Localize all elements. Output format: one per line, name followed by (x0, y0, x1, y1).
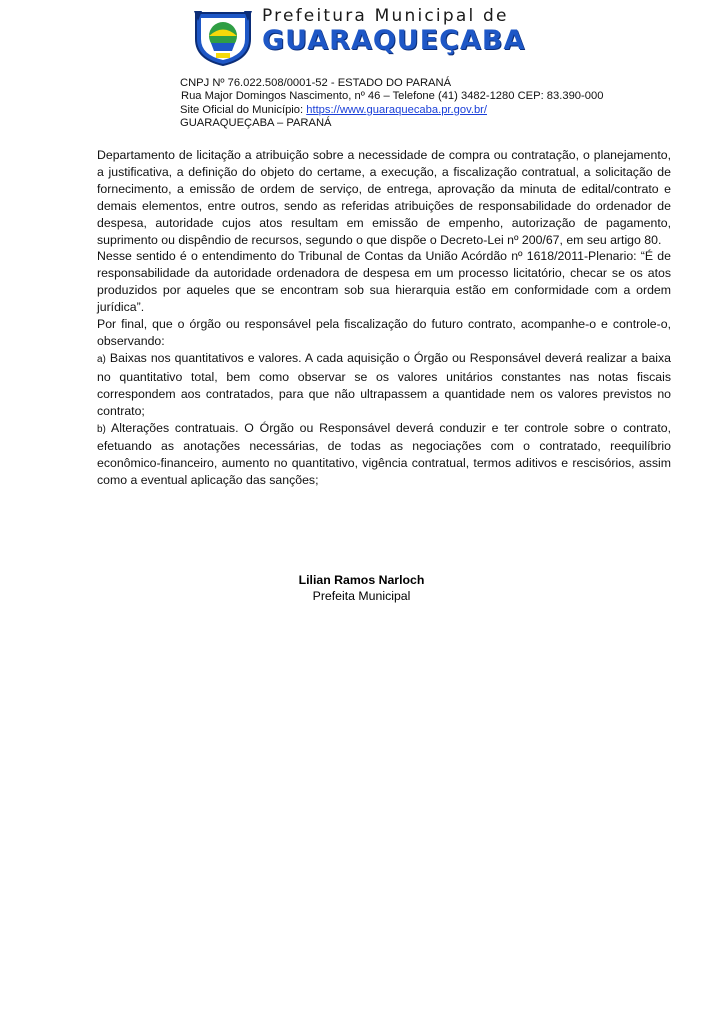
document-body (97, 147, 671, 489)
item-a-text: Baixas nos quantitativos e valores. A cada aquisição o Órgão ou Responsável deverá realizar a baixa no quantitativo total, bem como observar se os valores unitários constantes nas notas fiscais correspondem aos contratados, para que não ultrapassem a quantidade nem os valores previstos no contrato; (97, 350, 672, 418)
brand-line-2: GUARAQUEÇABA (262, 25, 526, 56)
coat-of-arms-icon (192, 9, 254, 67)
list-item-b (97, 420, 671, 490)
site-line (180, 104, 603, 117)
signature-block (0, 572, 723, 604)
cnpj-line: CNPJ Nº 76.022.508/0001-52 - ESTADO DO PARANÁ (180, 77, 452, 89)
item-a-letter: a) (97, 353, 106, 365)
signatory-role: Prefeita Municipal (312, 589, 411, 603)
site-label: Site Oficial do Município: (180, 103, 307, 116)
item-b-letter: b) (97, 423, 106, 435)
site-link[interactable]: https://www.guaraquecaba.pr.gov.br/ (306, 103, 487, 116)
address-line: Rua Major Domingos Nascimento, nº 46 – Telefone (41) 3482-1280 CEP: 83.390-000 (181, 90, 604, 103)
paragraph-3: Por final, que o órgão ou responsável pela fiscalização do futuro contrato, acompanhe-o e controle-o, observando: (97, 317, 671, 348)
brand-line-1: Prefeitura Municipal de (262, 6, 509, 26)
item-b-text: Alterações contratuais. O Órgão ou Responsável deverá conduzir e ter controle sobre o contrato, efetuando as anotações necessárias, de todas as negociações com o contratado, reequilíbrio econômico-financeiro, aumento no quantitativo, vigência contratual, termos aditivos e rescisórios, assim como a eventual aplicação das sanções; (97, 420, 671, 488)
signatory-name: Lilian Ramos Narloch (298, 573, 425, 587)
letterhead (0, 0, 723, 140)
contact-info (180, 77, 603, 131)
city-line: GUARAQUEÇABA – PARANÁ (180, 117, 332, 130)
paragraph-1: Departamento de licitação a atribuição sobre a necessidade de compra ou contratação, o planejamento, a justificativa, a definição do objeto do certame, a execução, a fiscalização contratual, a solicitação de fornecimento, a emissão de ordem de serviço, de entrega, aprovação da minuta de edital/contrato e demais elementos, entre outros, sendo as referidas atribuições de responsabilidade do ordenador de despesa, autoridade cujos atos resultam em emissão de empenho, autorização de pagamento, suprimento ou dispêndio de recursos, segundo o que dispõe o Decreto-Lei nº 200/67, em seu artigo 80. (97, 148, 671, 247)
list-item-a (97, 350, 671, 420)
paragraph-2: Nesse sentido é o entendimento do Tribunal de Contas da União Acórdão nº 1618/2011-Plenario: “É de responsabilidade da autoridade ordenadora de despesa em um processo licitatório, checar se os atos produzidos por aqueles que se encontram sob sua hierarquia estão em conformidade com a ordem jurídica”. (97, 249, 671, 315)
